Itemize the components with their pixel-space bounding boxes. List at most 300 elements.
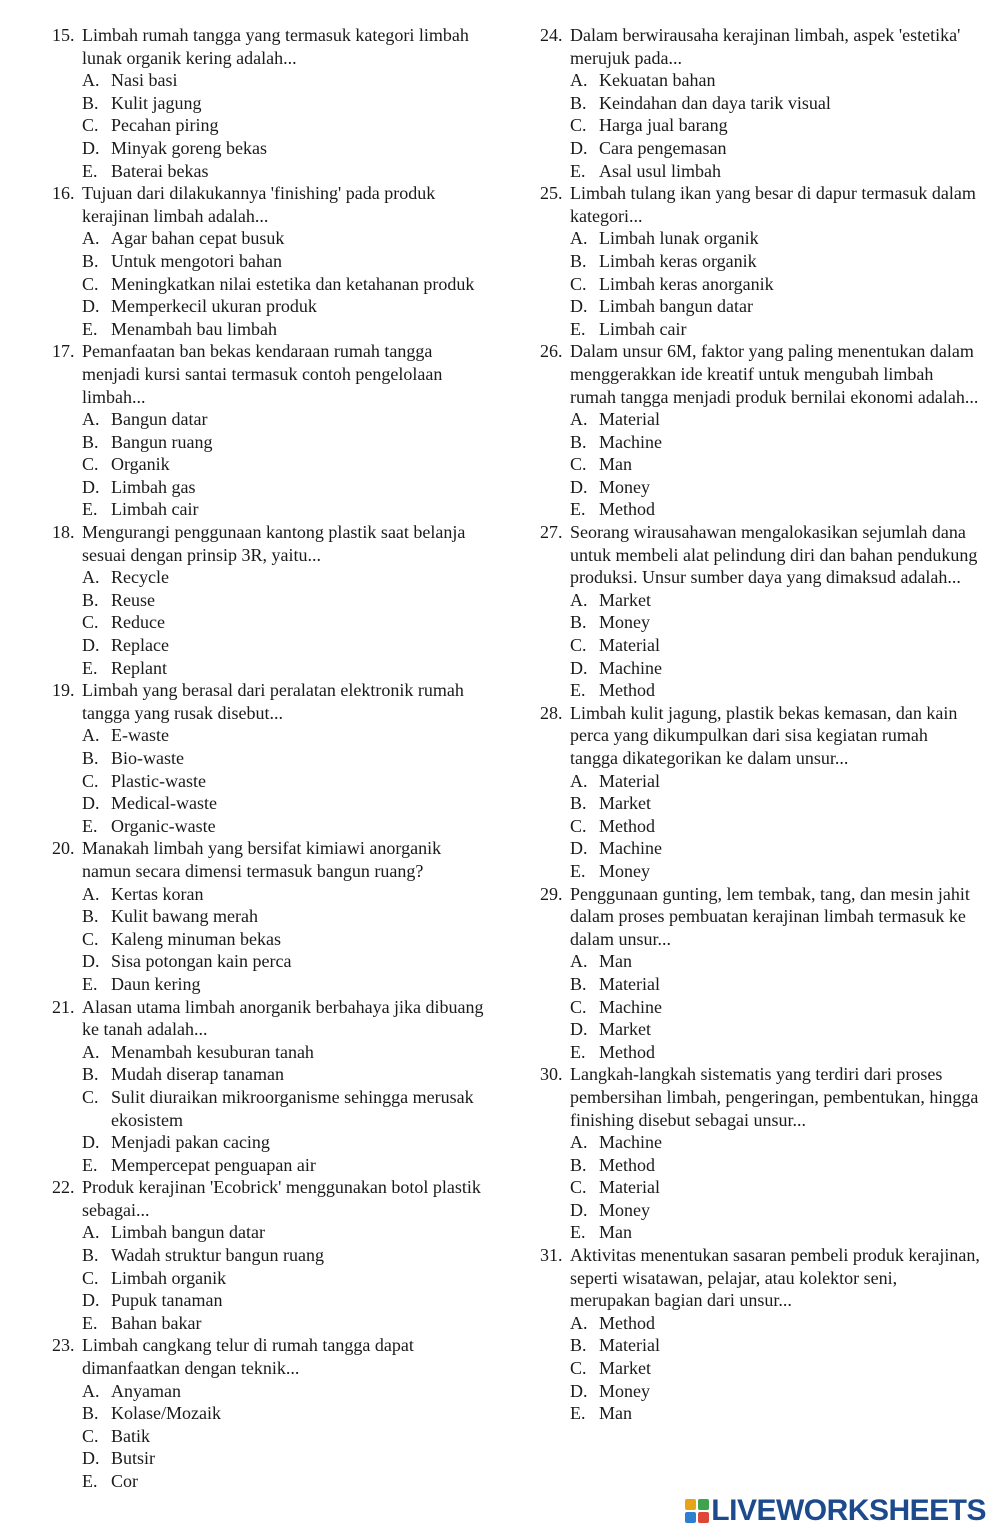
answer-option[interactable] (82, 69, 492, 92)
option-letter: A. (570, 228, 588, 249)
option-text: Wadah struktur bangun ruang (111, 1245, 324, 1266)
option-text: Money (599, 1380, 650, 1401)
option-text: Menambah kesuburan tanah (111, 1041, 314, 1062)
option-text: Nasi basi (111, 70, 178, 91)
answer-option[interactable] (570, 137, 980, 160)
option-letter: A. (570, 951, 588, 972)
option-letter: A. (570, 770, 588, 791)
question-number: 17. (52, 341, 75, 362)
liveworksheets-logo (685, 1493, 986, 1527)
question-number: 18. (52, 522, 75, 543)
option-text: Kertas koran (111, 883, 204, 904)
question-text: Dalam berwirausaha kerajinan limbah, aspek 'estetika' merujuk pada... (570, 25, 961, 68)
question-stem (52, 340, 492, 408)
option-text: Market (599, 793, 651, 814)
question-number: 20. (52, 838, 75, 859)
option-text: Butsir (111, 1448, 156, 1469)
option-letter: C. (82, 770, 99, 791)
question-stem (540, 1244, 980, 1312)
option-letter: B. (570, 793, 587, 814)
option-text: Money (599, 860, 650, 881)
answer-option[interactable] (570, 114, 980, 137)
question-number: 23. (52, 1335, 75, 1356)
logo-square (698, 1499, 709, 1510)
option-text: Kekuatan bahan (599, 70, 716, 91)
answer-option[interactable] (570, 657, 980, 680)
option-text: Money (599, 612, 650, 633)
question-item (52, 521, 492, 679)
answer-option[interactable] (570, 589, 980, 612)
option-text: Limbah organik (111, 1267, 227, 1288)
option-text: Man (599, 1222, 632, 1243)
answer-option[interactable] (570, 1312, 980, 1335)
question-stem (540, 24, 980, 69)
option-text: Bangun datar (111, 409, 208, 430)
answer-option[interactable] (570, 295, 980, 318)
option-text: Man (599, 454, 632, 475)
option-text: Kaleng minuman bekas (111, 928, 281, 949)
option-letter: B. (82, 92, 99, 113)
answer-option[interactable] (570, 792, 980, 815)
answer-option[interactable] (570, 679, 980, 702)
option-letter: D. (82, 951, 100, 972)
option-letter: B. (570, 431, 587, 452)
question-number: 30. (540, 1064, 563, 1085)
option-text: Method (599, 680, 655, 701)
answer-option[interactable] (570, 431, 980, 454)
option-letter: B. (570, 612, 587, 633)
option-text: Reuse (111, 589, 155, 610)
option-text: Method (599, 815, 655, 836)
option-letter: A. (82, 1380, 100, 1401)
answer-option[interactable] (82, 883, 492, 906)
option-text: Memperkecil ukuran produk (111, 296, 317, 317)
option-letter: B. (82, 1403, 99, 1424)
option-text: Material (599, 1335, 660, 1356)
answer-option[interactable] (82, 973, 492, 996)
answer-option[interactable] (82, 431, 492, 454)
answer-option[interactable] (570, 770, 980, 793)
question-number: 15. (52, 25, 75, 45)
answer-option[interactable] (82, 1312, 492, 1335)
option-letter: A. (82, 725, 100, 746)
option-letter: A. (570, 409, 588, 430)
option-letter: E. (82, 1154, 98, 1175)
option-text: Organik (111, 454, 170, 475)
option-letter: C. (82, 1086, 99, 1107)
question-item (52, 679, 492, 837)
option-letter: C. (570, 996, 587, 1017)
question-number: 28. (540, 702, 563, 723)
question-stem (52, 837, 492, 882)
answer-option[interactable] (570, 69, 980, 92)
option-text: Market (599, 1019, 651, 1040)
answer-option[interactable] (82, 227, 492, 250)
option-text: Limbah bangun datar (111, 1222, 265, 1243)
question-text: Limbah cangkang telur di rumah tangga dapat dimanfaatkan dengan teknik... (82, 1335, 414, 1379)
answer-option[interactable] (570, 1380, 980, 1403)
answer-option[interactable] (82, 1447, 492, 1470)
option-letter: B. (82, 589, 99, 610)
answer-option[interactable] (82, 657, 492, 680)
option-letter: E. (570, 1222, 586, 1243)
question-text: Manakah limbah yang bersifat kimiawi anorganik namun secara dimensi termasuk bangun ruang? (82, 838, 442, 881)
option-text: Anyaman (111, 1380, 181, 1401)
answer-option[interactable] (82, 1131, 492, 1154)
answer-option[interactable] (82, 611, 492, 634)
option-letter: B. (82, 250, 99, 271)
answer-option[interactable] (82, 950, 492, 973)
question-item (52, 996, 492, 1177)
answer-option[interactable] (570, 1131, 980, 1154)
option-letter: D. (570, 1380, 588, 1401)
option-text: Limbah bangun datar (599, 296, 753, 317)
option-letter: B. (82, 748, 99, 768)
option-letter: D. (82, 296, 100, 317)
option-text: Batik (111, 1425, 150, 1446)
answer-option[interactable] (82, 92, 492, 115)
question-text: Mengurangi penggunaan kantong plastik saat belanja sesuai dengan prinsip 3R, yaitu... (82, 522, 466, 565)
option-letter: A. (570, 70, 588, 91)
question-item (52, 340, 492, 521)
option-text: Material (599, 1177, 660, 1198)
question-number: 31. (540, 1245, 563, 1266)
option-letter: B. (82, 431, 99, 452)
option-text: Machine (599, 431, 662, 452)
answer-option[interactable] (570, 1357, 980, 1380)
answer-option[interactable] (570, 1041, 980, 1064)
question-item (540, 182, 980, 340)
question-stem (52, 24, 492, 69)
option-letter: A. (82, 1041, 100, 1062)
question-number: 21. (52, 996, 75, 1017)
option-text: Agar bahan cepat busuk (111, 228, 285, 249)
answer-option[interactable] (82, 928, 492, 951)
question-item (540, 24, 980, 182)
option-letter: B. (82, 906, 99, 927)
option-text: Sulit diuraikan mikroorganisme sehingga merusak ekosistem (111, 1086, 474, 1130)
option-text: Machine (599, 996, 662, 1017)
question-item (52, 24, 492, 182)
option-letter: C. (570, 635, 587, 656)
option-text: Keindahan dan daya tarik visual (599, 92, 831, 113)
option-letter: D. (570, 296, 588, 317)
answer-option[interactable] (570, 453, 980, 476)
question-item (52, 837, 492, 995)
option-letter: E. (82, 160, 98, 181)
option-text: Method (599, 1312, 655, 1333)
question-text: Aktivitas menentukan sasaran pembeli produk kerajinan, seperti wisatawan, pelajar, atau kolektor seni, merupakan bagian dari unsur... (570, 1245, 980, 1311)
question-stem (52, 521, 492, 566)
option-text: Limbah keras anorganik (599, 273, 774, 294)
answer-option[interactable] (82, 566, 492, 589)
answer-option[interactable] (82, 1086, 492, 1131)
option-letter: E. (570, 1403, 586, 1424)
option-letter: C. (570, 273, 587, 294)
option-letter: E. (570, 318, 586, 339)
answer-option[interactable] (82, 1402, 492, 1425)
answer-option[interactable] (570, 860, 980, 883)
option-letter: D. (570, 838, 588, 859)
option-letter: D. (82, 1448, 100, 1469)
answer-option[interactable] (570, 273, 980, 296)
question-text: Alasan utama limbah anorganik berbahaya jika dibuang ke tanah adalah... (82, 996, 484, 1040)
option-text: Meningkatkan nilai estetika dan ketahanan produk (111, 273, 475, 294)
question-stem (52, 1176, 492, 1221)
question-item (52, 182, 492, 340)
option-text: Kulit bawang merah (111, 906, 258, 927)
answer-option[interactable] (82, 1289, 492, 1312)
option-letter: D. (570, 137, 588, 158)
option-letter: C. (82, 454, 99, 475)
option-letter: C. (82, 1267, 99, 1288)
option-letter: D. (82, 1290, 100, 1311)
question-item (540, 340, 980, 521)
question-item (540, 883, 980, 1064)
option-text: Bangun ruang (111, 431, 213, 452)
option-letter: C. (82, 928, 99, 949)
answer-option[interactable] (82, 318, 492, 341)
answer-option[interactable] (82, 1380, 492, 1403)
option-text: Reduce (111, 612, 165, 633)
answer-option[interactable] (82, 770, 492, 793)
option-letter: D. (570, 1019, 588, 1040)
option-text: Method (599, 499, 655, 520)
question-number: 24. (540, 25, 563, 45)
answer-option[interactable] (82, 634, 492, 657)
option-text: Man (599, 1403, 632, 1424)
answer-option[interactable] (570, 815, 980, 838)
option-text: Material (599, 635, 660, 656)
question-text: Produk kerajinan 'Ecobrick' menggunakan botol plastik sebagai... (82, 1177, 481, 1220)
option-letter: E. (570, 499, 586, 520)
option-letter: B. (82, 1245, 99, 1266)
option-letter: A. (570, 1312, 588, 1333)
answer-option[interactable] (82, 724, 492, 747)
option-letter: A. (82, 70, 100, 91)
answer-option[interactable] (82, 1425, 492, 1448)
answer-option[interactable] (570, 973, 980, 996)
answer-option[interactable] (570, 837, 980, 860)
answer-option[interactable] (570, 611, 980, 634)
question-stem (540, 521, 980, 589)
answer-option[interactable] (82, 250, 492, 273)
option-text: Method (599, 1154, 655, 1175)
question-text: Langkah-langkah sistematis yang terdiri dari proses pembersihan limbah, pengeringan, pembentukan, hingga finishing disebut sebagai unsur... (570, 1064, 979, 1130)
option-letter: D. (82, 1132, 100, 1153)
option-letter: B. (570, 92, 587, 113)
answer-option[interactable] (570, 160, 980, 183)
question-number: 19. (52, 680, 75, 701)
option-letter: C. (82, 273, 99, 294)
question-item (52, 1176, 492, 1334)
option-text: Limbah cair (111, 499, 199, 520)
question-number: 27. (540, 522, 563, 543)
answer-option[interactable] (82, 1063, 492, 1086)
option-text: Untuk mengotori bahan (111, 250, 282, 271)
option-text: Material (599, 409, 660, 430)
answer-option[interactable] (570, 996, 980, 1019)
option-text: Menjadi pakan cacing (111, 1132, 270, 1153)
question-stem (52, 679, 492, 724)
option-letter: B. (570, 250, 587, 271)
answer-option[interactable] (570, 1018, 980, 1041)
answer-option[interactable] (82, 792, 492, 815)
answer-option[interactable] (82, 747, 492, 770)
answer-option[interactable] (570, 498, 980, 521)
answer-option[interactable] (570, 1176, 980, 1199)
option-letter: D. (82, 793, 100, 814)
answer-option[interactable] (570, 92, 980, 115)
answer-option[interactable] (82, 905, 492, 928)
answer-option[interactable] (82, 1244, 492, 1267)
option-text: Kolase/Mozaik (111, 1403, 221, 1424)
option-letter: B. (570, 973, 587, 994)
option-letter: C. (570, 1358, 587, 1379)
option-letter: B. (570, 1154, 587, 1175)
option-text: Method (599, 1041, 655, 1062)
answer-option[interactable] (570, 1334, 980, 1357)
option-text: Limbah gas (111, 476, 196, 497)
option-text: Asal usul limbah (599, 160, 721, 181)
option-text: Menambah bau limbah (111, 318, 277, 339)
option-text: Plastic-waste (111, 770, 206, 791)
option-letter: E. (570, 160, 586, 181)
option-text: Material (599, 973, 660, 994)
option-letter: E. (82, 499, 98, 520)
answer-option[interactable] (82, 589, 492, 612)
answer-option[interactable] (82, 1221, 492, 1244)
option-text: Material (599, 770, 660, 791)
answer-option[interactable] (570, 476, 980, 499)
question-text: Limbah yang berasal dari peralatan elektronik rumah tangga yang rusak disebut... (82, 680, 464, 723)
option-letter: A. (82, 567, 100, 588)
option-letter: D. (82, 635, 100, 656)
option-letter: D. (570, 1199, 588, 1220)
option-text: Market (599, 589, 651, 610)
answer-option[interactable] (570, 1154, 980, 1177)
option-letter: E. (570, 680, 586, 701)
answer-option[interactable] (82, 114, 492, 137)
answer-option[interactable] (82, 1267, 492, 1290)
answer-option[interactable] (82, 1470, 492, 1493)
logo-square (685, 1499, 696, 1510)
answer-option[interactable] (82, 295, 492, 318)
option-text: Limbah cair (599, 318, 687, 339)
answer-option[interactable] (570, 318, 980, 341)
answer-option[interactable] (570, 227, 980, 250)
answer-option[interactable] (82, 453, 492, 476)
answer-option[interactable] (82, 408, 492, 431)
answer-option[interactable] (82, 273, 492, 296)
option-letter: C. (570, 1177, 587, 1198)
option-text: Market (599, 1358, 651, 1379)
option-text: Kulit jagung (111, 92, 202, 113)
option-text: Minyak goreng bekas (111, 137, 267, 158)
option-letter: E. (82, 973, 98, 994)
option-letter: C. (570, 454, 587, 475)
right-column (540, 24, 980, 1425)
option-letter: E. (82, 815, 98, 836)
question-item (540, 702, 980, 883)
option-letter: C. (570, 815, 587, 836)
answer-option[interactable] (570, 1199, 980, 1222)
option-letter: E. (82, 657, 98, 678)
logo-mark-icon (685, 1499, 709, 1523)
option-text: Machine (599, 657, 662, 678)
question-number: 25. (540, 183, 563, 204)
logo-text: LIVEWORKSHEETS (711, 1493, 986, 1527)
option-text: Replace (111, 635, 169, 656)
question-stem (52, 996, 492, 1041)
answer-option[interactable] (570, 408, 980, 431)
answer-option[interactable] (570, 1221, 980, 1244)
option-text: Daun kering (111, 973, 201, 994)
question-item (540, 1244, 980, 1425)
option-text: Machine (599, 838, 662, 859)
option-letter: D. (82, 137, 100, 158)
option-text: Recycle (111, 567, 169, 588)
option-text: Man (599, 951, 632, 972)
answer-option[interactable] (82, 160, 492, 183)
option-text: Sisa potongan kain perca (111, 951, 292, 972)
option-letter: D. (570, 476, 588, 497)
option-letter: C. (82, 612, 99, 633)
question-item (52, 1334, 492, 1492)
answer-option[interactable] (82, 1041, 492, 1064)
option-text: Mempercepat penguapan air (111, 1154, 316, 1175)
option-text: Cor (111, 1471, 138, 1491)
question-text: Limbah rumah tangga yang termasuk kategori limbah lunak organik kering adalah... (82, 25, 469, 68)
option-letter: A. (82, 1222, 100, 1243)
option-letter: D. (82, 476, 100, 497)
option-text: Machine (599, 1132, 662, 1153)
question-number: 26. (540, 341, 563, 362)
option-text: Mudah diserap tanaman (111, 1064, 284, 1085)
answer-option[interactable] (570, 634, 980, 657)
option-letter: D. (570, 657, 588, 678)
question-stem (52, 182, 492, 227)
question-text: Penggunaan gunting, lem tembak, tang, dan mesin jahit dalam proses pembuatan kerajinan limbah termasuk ke dalam unsur... (570, 883, 970, 949)
answer-option[interactable] (82, 137, 492, 160)
option-letter: B. (82, 1064, 99, 1085)
answer-option[interactable] (570, 1402, 980, 1425)
option-letter: E. (570, 860, 586, 881)
option-text: Organic-waste (111, 815, 216, 836)
question-text: Dalam unsur 6M, faktor yang paling menentukan dalam menggerakkan ide kreatif untuk mengubah limbah rumah tangga menjadi produk bernilai ekonomi adalah... (570, 341, 979, 407)
question-item (540, 1063, 980, 1244)
option-letter: A. (570, 1132, 588, 1153)
answer-option[interactable] (570, 250, 980, 273)
question-text: Tujuan dari dilakukannya 'finishing' pada produk kerajinan limbah adalah... (82, 183, 436, 226)
answer-option[interactable] (570, 950, 980, 973)
option-letter: A. (82, 228, 100, 249)
option-text: Limbah lunak organik (599, 228, 759, 249)
question-text: Limbah kulit jagung, plastik bekas kemasan, dan kain perca yang dikumpulkan dari sisa kegiatan rumah tangga dikategorikan ke dalam unsur... (570, 702, 958, 768)
answer-option[interactable] (82, 815, 492, 838)
answer-option[interactable] (82, 476, 492, 499)
option-letter: E. (82, 1471, 98, 1491)
option-letter: B. (570, 1335, 587, 1356)
question-stem (540, 1063, 980, 1131)
question-stem (540, 702, 980, 770)
answer-option[interactable] (82, 1154, 492, 1177)
option-letter: A. (570, 589, 588, 610)
option-text: Money (599, 476, 650, 497)
option-letter: C. (82, 1425, 99, 1446)
question-text: Limbah tulang ikan yang besar di dapur termasuk dalam kategori... (570, 183, 976, 226)
answer-option[interactable] (82, 498, 492, 521)
